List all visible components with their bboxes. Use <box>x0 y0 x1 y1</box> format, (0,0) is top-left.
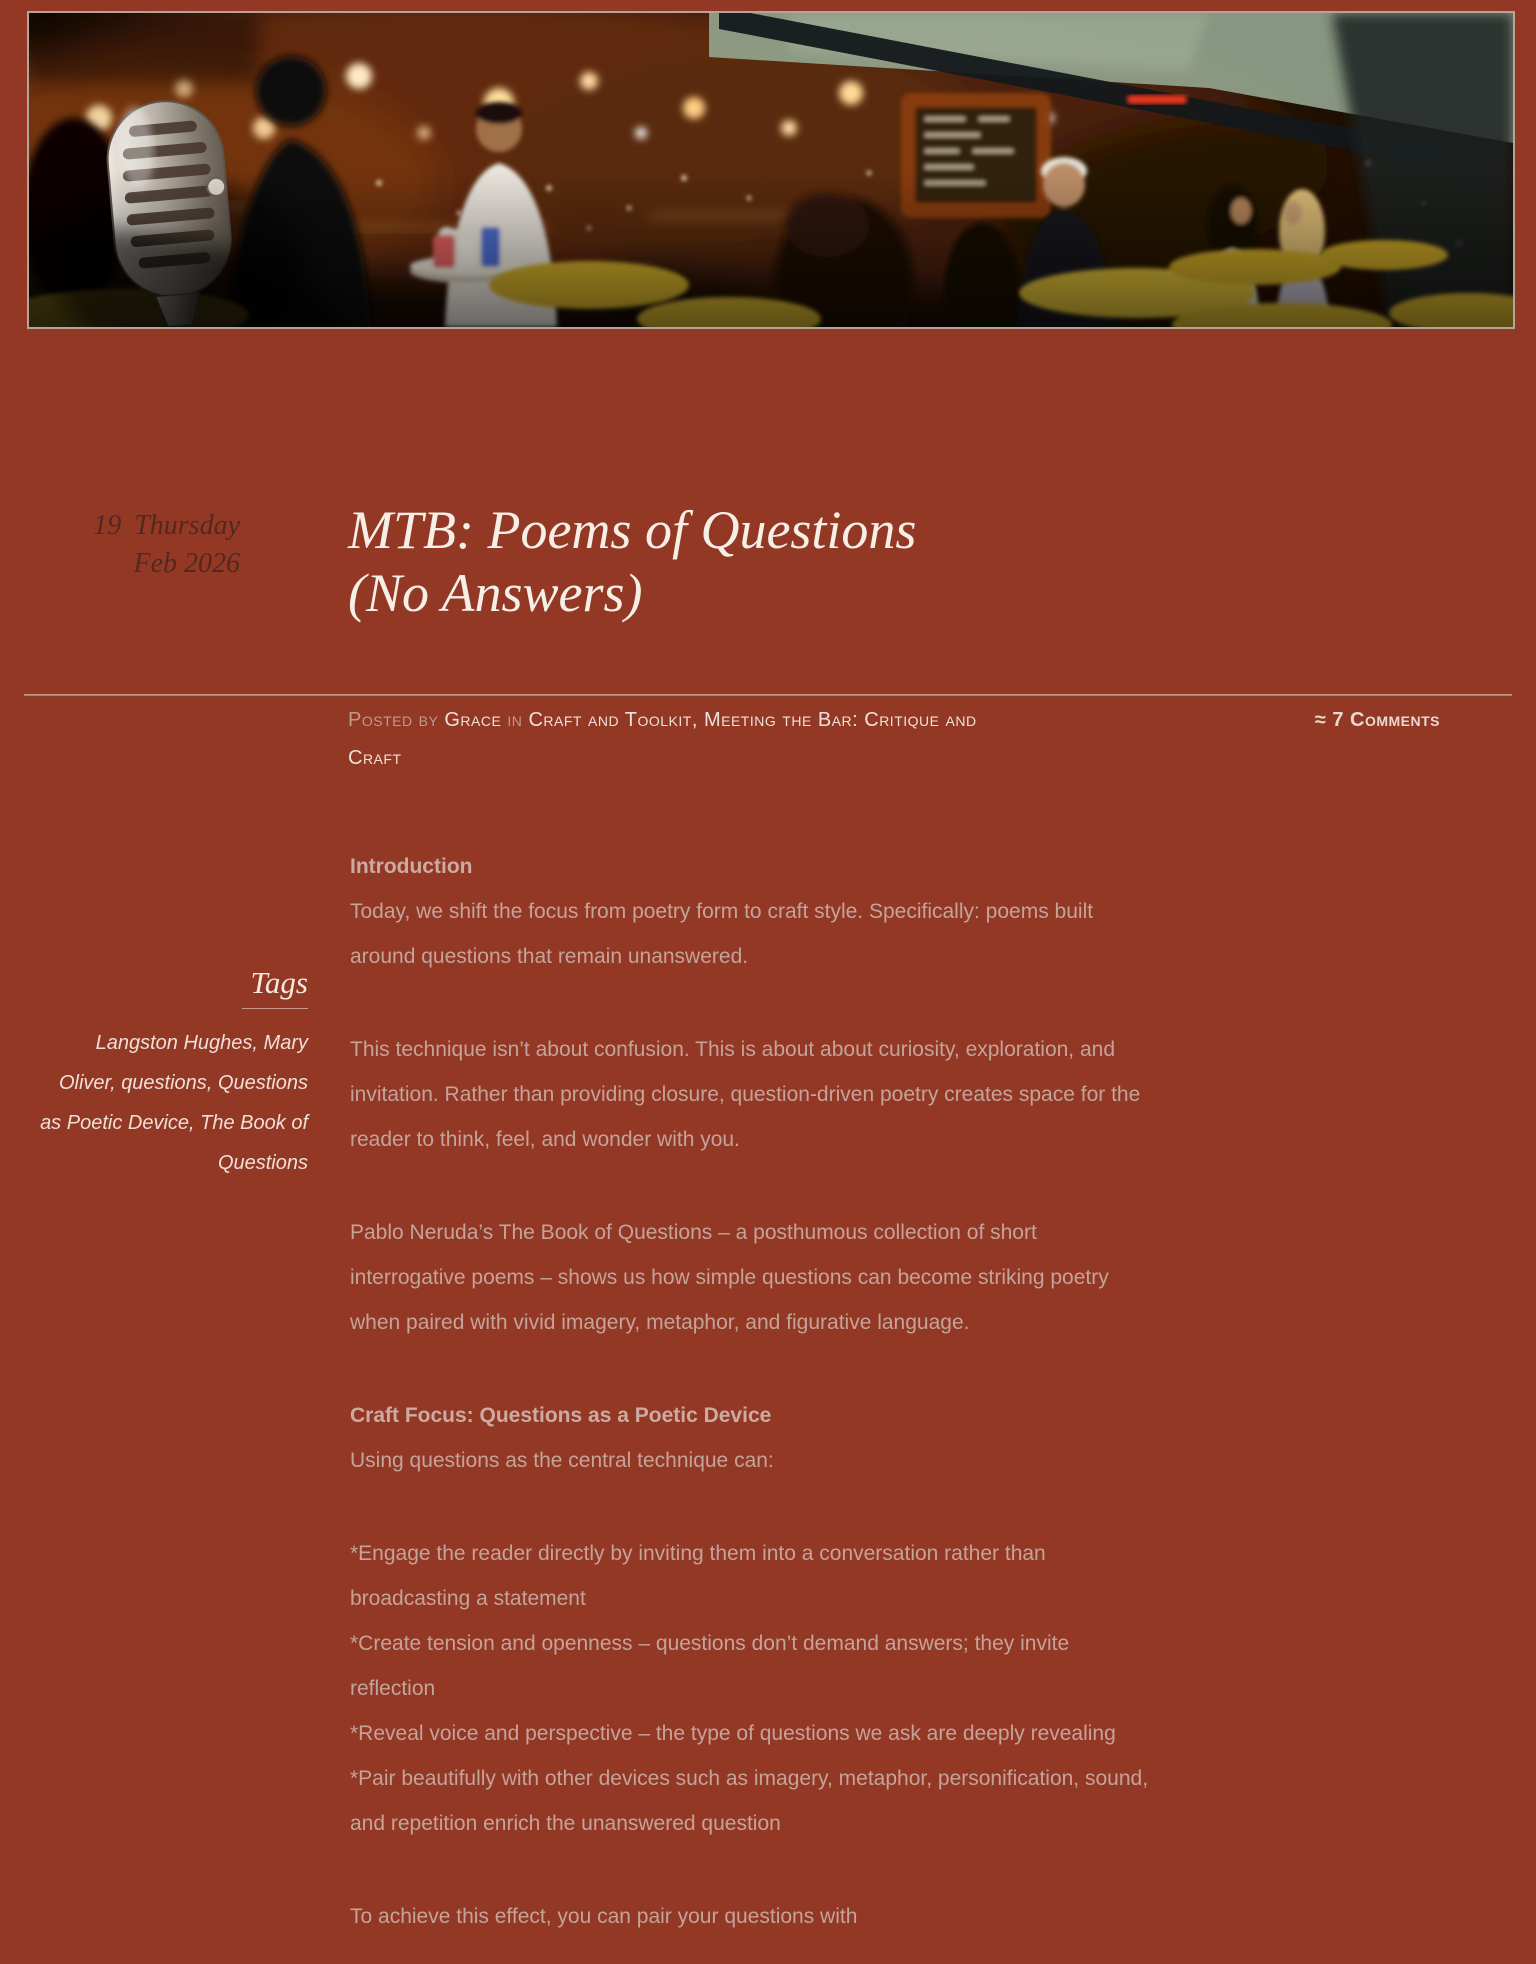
post-meta-row <box>348 701 1440 777</box>
post-date-weekday: Thursday <box>134 510 240 541</box>
bullet-item: *Create tension and openness – questions don’t demand answers; they invite reflection <box>350 1632 1070 1700</box>
post-date-monthyear: Feb 2026 <box>133 548 240 579</box>
comments-link[interactable]: ≈ 7 Comments <box>1314 709 1440 731</box>
post-content <box>350 844 1156 1964</box>
post-date-day: 19 <box>93 510 122 541</box>
header-divider <box>24 694 1512 696</box>
tags-heading: Tags <box>250 965 308 1000</box>
post-title-line1: MTB: Poems of Questions <box>348 500 917 560</box>
tag-link[interactable]: Mary Oliver <box>58 1032 308 1094</box>
header-banner-image <box>29 13 1513 327</box>
tags-underline <box>242 1008 308 1009</box>
section-heading-introduction: Introduction <box>350 855 473 878</box>
paragraph: Today, we shift the focus from poetry form to craft style. Specifically: poems built around questions that remain unanswered. <box>350 900 1094 968</box>
in-label: in <box>507 709 523 731</box>
post-title-line2: (No Answers) <box>348 563 643 623</box>
bullet-item: *Pair beautifully with other devices such as imagery, metaphor, personification, sound, and repetition enrich the unanswered question <box>350 1767 1149 1835</box>
tag-link[interactable]: Langston Hughes <box>95 1032 253 1054</box>
paragraph: Using questions as the central technique can: <box>350 1449 774 1472</box>
paragraph-partial: To achieve this effect, you can pair your questions with <box>350 1905 858 1928</box>
category-separator: , <box>691 709 704 731</box>
paragraph: Pablo Neruda’s The Book of Questions – a posthumous collection of short interrogative poems – shows us how simple questions can become striking poetry when paired with vivid imagery, metaphor, and figurative language. <box>350 1221 1109 1334</box>
bullet-item: *Engage the reader directly by inviting them into a conversation rather than broadcasting a statement <box>350 1542 1046 1610</box>
tag-link[interactable]: Questions as Poetic Device <box>40 1072 308 1134</box>
author-link[interactable]: Grace <box>444 709 502 731</box>
tags-widget <box>40 966 308 1183</box>
post-title <box>348 499 1328 625</box>
header-banner[interactable] <box>27 11 1515 329</box>
post-meta <box>348 701 988 777</box>
paragraph: This technique isn’t about confusion. This is about about curiosity, exploration, and invitation. Rather than providing closure, question-driven poetry creates space for the reader to think, feel, and wonder with you. <box>350 1038 1141 1151</box>
tag-link[interactable]: The Book of Questions <box>200 1112 308 1174</box>
tag-link[interactable]: questions <box>121 1072 207 1094</box>
category-link-craft-and-toolkit[interactable]: Craft and Toolkit <box>528 709 692 731</box>
bullet-list <box>350 1531 1156 1846</box>
post-date <box>0 507 240 583</box>
bullet-item: *Reveal voice and perspective – the type of questions we ask are deeply revealing <box>350 1722 1116 1745</box>
tags-list: Langston Hughes, Mary Oliver, questions, Questions as Poetic Device, The Book of Questions <box>40 1032 308 1174</box>
category-link-meeting-the-bar[interactable]: Meeting the Bar: Critique and Craft <box>348 709 977 769</box>
section-heading-craft-focus: Craft Focus: Questions as a Poetic Device <box>350 1404 772 1427</box>
posted-by-label: Posted by <box>348 709 439 731</box>
